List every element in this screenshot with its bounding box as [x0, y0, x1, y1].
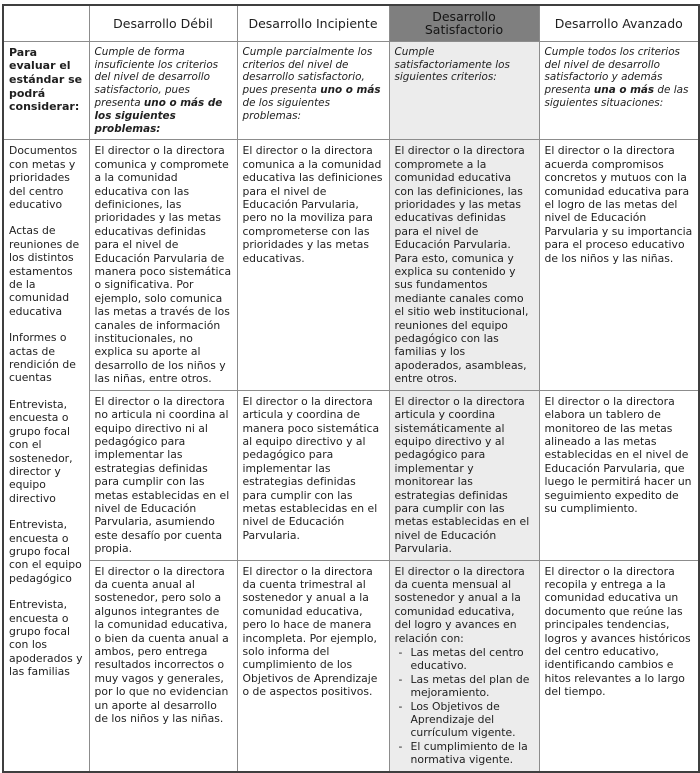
level-description-satisfactorio	[389, 41, 539, 140]
evidence-item: Documentos con metas y prioridades del centro educativo	[9, 144, 78, 212]
table-row	[3, 560, 699, 772]
bullet-item: - Las metas del plan de mejoramiento.	[397, 673, 534, 700]
table-cell-satisfactorio	[389, 560, 539, 772]
table-cell-satisfactorio: El director o la directora compromete a la comunidad educativa con las definiciones, las prioridades y las metas educativas definidas para el nivel de Educación Parvularia. Para esto, comunica y explica su contenido y sus fundamentos mediante canales como el sitio web institucional, reuniones del equipo pedagógico con las familias y los apoderados, asambleas, entre otros.	[389, 140, 539, 390]
column-title-avanzado: Desarrollo Avanzado	[539, 5, 699, 41]
table-cell-incipiente: El director o la directora comunica a la comunidad educativa las definiciones para el nivel de Educación Parvularia, pero no la moviliza para comprometerse con las prioridades y las metas educativas.	[237, 140, 389, 390]
table-cell-avanzado: El director o la directora recopila y entrega a la comunidad educativa un documento que reúne las principales tendencias, logros y avances históricos del centro educativo, identificando cambios e hitos relevantes a lo largo del tiempo.	[539, 560, 699, 772]
description-text: Cumple parcialmente los criterios del nivel de desarrollo satisfactorio, pues presenta	[242, 45, 373, 97]
table-cell-incipiente: El director o la directora da cuenta trimestral al sostenedor y anual a la comunidad educativa, pero lo hace de manera incompleta. Por ejemplo, solo informa del cumplimiento de los Objetivos de Aprendizaje o de aspectos positivos.	[237, 560, 389, 772]
table-cell-avanzado: El director o la directora acuerda compromisos concretos y mutuos con la comunidad educativa para el logro de las metas del nivel de Educación Parvularia y su importancia para el proceso educativo de los niños y las niñas.	[539, 140, 699, 390]
evidence-item: Entrevista, encuesta o grupo focal con el sostenedor, director y equipo directivo	[9, 397, 73, 505]
description-text: de los siguientes problemas:	[242, 97, 330, 122]
description-bold: una o más	[593, 84, 655, 97]
table-cell-satisfactorio: El director o la directora articula y coordina sistemáticamente al equipo directivo y al pedagógico para implementar y monitorear las estrategias definidas para cumplir con las metas establecidas en el nivel de Educación Parvularia.	[389, 390, 539, 560]
table-cell-debil: El director o la directora comunica y compromete a la comunidad educativa con las definiciones, las prioridades y las metas educativas definidas para el nivel de Educación Parvularia de manera poco sistemática o significativa. Por ejemplo, solo comunica las metas a través de los canales de información institucionales, no explica su aporte al desarrollo de los niños y las niñas, entre otros.	[89, 140, 237, 390]
level-description-avanzado	[539, 41, 699, 140]
description-text: Cumple satisfactoriamente los siguientes criterios:	[394, 45, 510, 84]
description-text: Cumple todos los criterios del nivel de desarrollo satisfactorio y además presenta	[544, 45, 680, 97]
column-title-debil: Desarrollo Débil	[89, 5, 237, 41]
evidence-sources-cell	[3, 140, 89, 772]
table-row	[3, 140, 699, 390]
evidence-item: Informes o actas de rendición de cuentas	[9, 331, 76, 385]
cell-lead-text: El director o la directora da cuenta mensual al sostenedor y anual a la comunidad educativa, del logro y avances en relación con:	[394, 564, 525, 645]
bullet-list	[395, 646, 534, 767]
rubric-table	[2, 4, 700, 773]
description-bold: uno o más	[320, 84, 381, 97]
description-text: de las siguientes situaciones:	[544, 84, 689, 109]
table-row	[3, 390, 699, 560]
corner-cell	[3, 5, 89, 41]
column-title-satisfactorio: Desarrollo Satisfactorio	[389, 5, 539, 41]
bullet-item: - Los Objetivos de Aprendizaje del currículum vigente.	[397, 700, 534, 740]
description-bold: uno o más de los siguientes problemas:	[94, 97, 223, 135]
table-row-descriptions	[3, 41, 699, 140]
table-cell-debil: El director o la directora da cuenta anual al sostenedor, pero solo a algunos integrantes de la comunidad educativa, o bien da cuenta anual a ambos, pero entrega resultados incorrectos o muy vagos y generales, por lo que no evidencian un aporte al desarrollo de los niños y las niñas.	[89, 560, 237, 772]
evidence-item: Entrevista, encuesta o grupo focal con el equipo pedagógico	[9, 518, 82, 585]
level-description-incipiente	[237, 41, 389, 140]
level-description-debil	[89, 41, 237, 140]
bullet-item: - Las metas del centro educativo.	[397, 646, 534, 673]
evidence-item: Entrevista, encuesta o grupo focal con los apoderados y las familias	[9, 598, 83, 679]
criteria-header: Para evaluar el estándar se podrá considerar:	[3, 41, 89, 140]
column-title-incipiente: Desarrollo Incipiente	[237, 5, 389, 41]
evidence-item: Actas de reuniones de los distintos estamentos de la comunidad educativa	[9, 224, 80, 318]
table-cell-debil: El director o la directora no articula ni coordina al equipo directivo ni al pedagógico para implementar las estrategias definidas para cumplir con las metas establecidas en el nivel de Educación Parvularia, asumiendo este desafío por cuenta propia.	[89, 390, 237, 560]
table-row-titles	[3, 5, 699, 41]
table-cell-incipiente: El director o la directora articula y coordina de manera poco sistemática al equipo directivo y al pedagógico para implementar las estrategias definidas para cumplir con las metas establecidas en el nivel de Educación Parvularia.	[237, 390, 389, 560]
bullet-item: - El cumplimiento de la normativa vigente.	[397, 740, 534, 767]
table-cell-avanzado: El director o la directora elabora un tablero de monitoreo de las metas alineado a las metas establecidas en el nivel de Educación Parvularia, que luego le permitirá hacer un seguimiento expedito de su cumplimiento.	[539, 390, 699, 560]
description-text: Cumple de forma insuficiente los criterios del nivel de desarrollo satisfactorio, pues presenta	[94, 45, 219, 109]
